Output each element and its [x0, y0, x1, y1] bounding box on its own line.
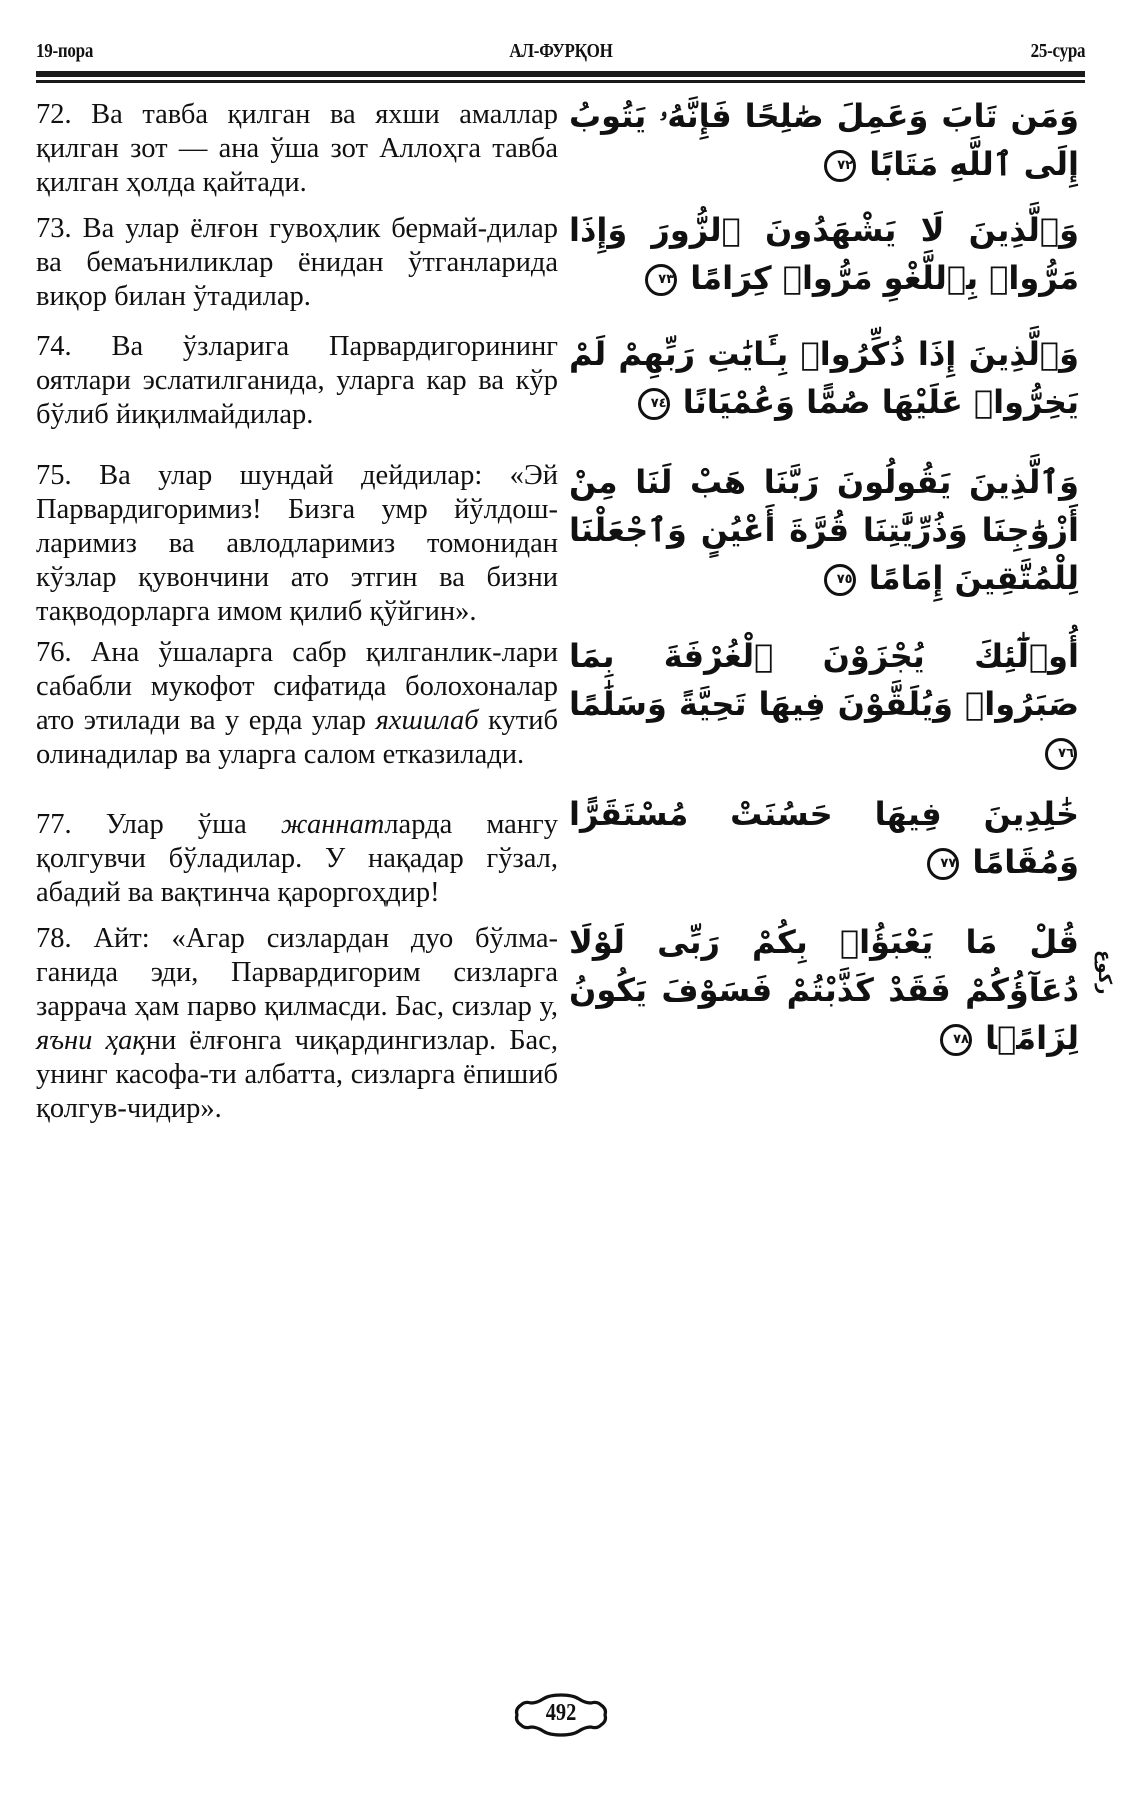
- verse-73-translation: [36, 212, 558, 314]
- verse-75-arabic: [569, 458, 1079, 602]
- ayah-number-marker: ٧٤: [638, 388, 670, 420]
- arabic-text: خَٰلِدِينَ فِيهَا حَسُنَتْ مُسْتَقَرًّا وَمُقَامًا: [569, 795, 1079, 881]
- ayah-number-marker: ٧٧: [927, 848, 959, 880]
- verse-74-translation: [36, 330, 558, 432]
- translation-text: [36, 922, 558, 1126]
- verse-73-arabic: [569, 206, 1079, 302]
- translation-text: 72. Ва тавба қилган ва яхши амаллар қилган зот — ана ўша зот Аллоҳга тавба қилган ҳолда қайтади.: [36, 99, 558, 198]
- ayah-number-marker: ٧٣: [645, 264, 677, 296]
- text-run: кутиб олинадилар ва уларга салом етказилади.: [36, 705, 558, 770]
- arabic-text: قُلْ مَا يَعْبَؤُا۟ بِكُمْ رَبِّى لَوْلَا دُعَآؤُكُمْ فَقَدْ كَذَّبْتُمْ فَسَوْفَ يَكُونُ لِزَامًۢا: [569, 923, 1079, 1057]
- verse-78-translation: [36, 922, 558, 1126]
- ayah-number-marker: ٧٨: [940, 1024, 972, 1056]
- italic-text-run: яъни ҳақ: [36, 1025, 146, 1056]
- text-run: ларда мангу қолгувчи бўладилар. У нақадар гўзал, абадий ва вақтинча қароргоҳдир!: [36, 809, 558, 908]
- italic-text-run: яхшилаб: [375, 705, 479, 736]
- verse-78-arabic: [569, 918, 1079, 1062]
- verse-75-translation: [36, 459, 558, 629]
- surah-title: АЛ-ФУРҚОН: [508, 40, 613, 62]
- ayah-number-marker: ٧٢: [824, 150, 856, 182]
- arabic-text: وَٱلَّذِينَ إِذَا ذُكِّرُوا۟ بِـَٔايَٰتِ رَبِّهِمْ لَمْ يَخِرُّوا۟ عَلَيْهَا صُمًّا وَعُمْيَانًا: [569, 335, 1079, 421]
- arabic-text: وَٱلَّذِينَ لَا يَشْهَدُونَ ٱلزُّورَ وَإِذَا مَرُّوا۟ بِٱللَّغْوِ مَرُّوا۟ كِرَامًا: [569, 211, 1079, 297]
- verse-76-arabic: [569, 632, 1079, 776]
- text-run: 76. Ана ўшаларга сабр қилганлик-лари сабабли мукофот сифатида болохоналар ато этилади ва у ерда улар: [36, 637, 558, 736]
- verse-77-arabic: [569, 790, 1079, 886]
- ayah-number-marker: ٧٥: [824, 564, 856, 596]
- juz-label: 19-пора: [36, 40, 94, 62]
- header-rule-thin: [36, 80, 1085, 83]
- translation-text: 73. Ва улар ёлғон гувоҳлик бермай-дилар ва бемаъниликлар ёнидан ўтганларида виқор билан ўтадилар.: [36, 213, 558, 312]
- page-number: 492: [545, 1700, 577, 1726]
- translation-text: 75. Ва улар шундай дейдилар: «Эй Парвардигоримиз! Бизга умр йўлдош-ларимиз ва авлодларимиз томонидан кўзлар қувончини ато этгин ва бизни тақводорларга имом қилиб қўйгин».: [36, 460, 558, 627]
- arabic-text: وَمَن تَابَ وَعَمِلَ صَٰلِحًا فَإِنَّهُۥ يَتُوبُ إِلَى ٱللَّهِ مَتَابًا: [569, 97, 1080, 183]
- verse-72-translation: [36, 98, 558, 200]
- page-header: [36, 40, 1085, 74]
- verse-76-translation: [36, 636, 558, 772]
- text-run: 78. Айт: «Агар сизлардан дуо бўлма-ганида эди, Парвардигорим сизларга заррача ҳам парво қилмасди. Бас, сизлар у,: [36, 923, 558, 1022]
- arabic-text: أُو۟لَٰٓئِكَ يُجْزَوْنَ ٱلْغُرْفَةَ بِمَا صَبَرُوا۟ وَيُلَقَّوْنَ فِيهَا تَحِيَّةً وَسَلَٰمًا: [569, 637, 1079, 723]
- translation-text: [36, 636, 558, 772]
- arabic-text: وَٱلَّذِينَ يَقُولُونَ رَبَّنَا هَبْ لَنَا مِنْ أَزْوَٰجِنَا وَذُرِّيَّٰتِنَا قُرَّةَ أَعْيُنٍ وَٱجْعَلْنَا لِلْمُتَّقِينَ إِمَامًا: [569, 463, 1079, 597]
- italic-text-run: жаннат: [280, 809, 385, 840]
- verse-77-translation: [36, 808, 558, 910]
- text-run: 77. Улар ўша: [36, 809, 281, 840]
- header-rule-thick: [36, 71, 1085, 77]
- text-run: ни ёлғонга чиқардингизлар. Бас, унинг касофа-ти албатта, сизларга ёпишиб қолгув-чидир».: [36, 1025, 558, 1124]
- verse-74-arabic: [569, 330, 1079, 426]
- verse-72-arabic: [569, 92, 1079, 188]
- surah-number-label: 25-сура: [1030, 40, 1085, 62]
- translation-text: 74. Ва ўзларига Парвардигорининг оятлари эслатилганида, уларга кар ва кўр бўлиб йиқилмайдилар.: [36, 331, 558, 430]
- ayah-number-marker: ٧٦: [1045, 738, 1077, 770]
- translation-text: [36, 808, 558, 910]
- page-number-badge: [513, 1693, 609, 1737]
- ruku-margin-marker: ركوع: [1094, 950, 1115, 995]
